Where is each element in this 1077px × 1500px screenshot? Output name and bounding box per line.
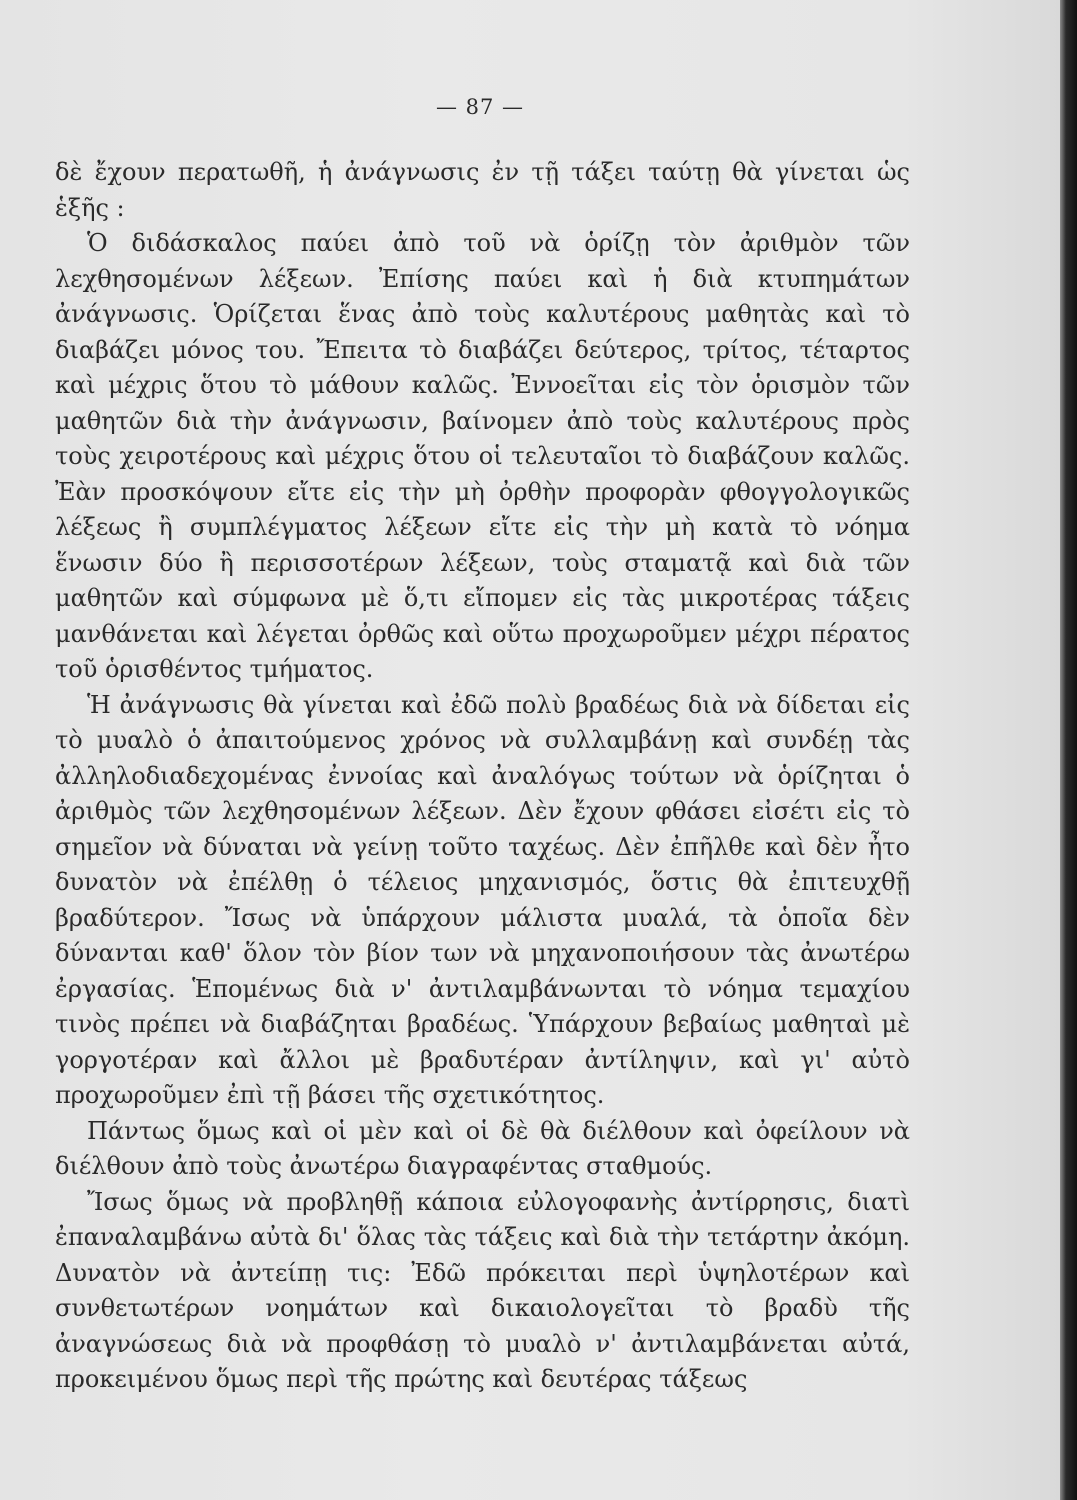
paragraph-continuation: δὲ ἔχουν περατωθῆ, ἡ ἀνάγνωσις ἐν τῇ τάξει ταύτῃ θὰ γίνεται ὡς ἑξῆς :	[55, 158, 910, 222]
paragraph: Ὁ διδάσκαλος παύει ἀπὸ τοῦ νὰ ὁρίζῃ τὸν ἀριθμὸν τῶν λεχθησομένων λέξεων. Ἐπίσης παύει καὶ ἡ διὰ κτυπημάτων ἀνάγνωσις. Ὁρίζεται ἕνας ἀπὸ τοὺς καλυτέρους μαθητὰς καὶ τὸ διαβάζει μόνος του. Ἔπειτα τὸ διαβάζει δεύτερος, τρίτος, τέταρτος καὶ μέχρις ὅτου τὸ μάθουν καλῶς. Ἐννοεῖται εἰς τὸν ὁρισμὸν τῶν μαθητῶν διὰ τὴν ἀνάγνωσιν, βαίνομεν ἀπὸ τοὺς καλυτέρους πρὸς τοὺς χειροτέρους καὶ μέχρις ὅτου οἱ τελευταῖοι τὸ διαβάζουν καλῶς. Ἐὰν προσκόψουν εἴτε εἰς τὴν μὴ ὀρθὴν προφορὰν φθογγολογικῶς λέξεως ἢ συμπλέγματος λέξεων εἴτε εἰς τὴν μὴ κατὰ τὸ νόημα ἕνωσιν δύο ἢ περισσοτέρων λέξεων, τοὺς σταματᾷ καὶ διὰ τῶν μαθητῶν καὶ σύμφωνα μὲ ὅ,τι εἴπομεν εἰς τὰς μικροτέρας τάξεις μανθάνεται καὶ λέγεται ὀρθῶς καὶ οὕτω προχωροῦμεν μέχρι πέρατος τοῦ ὁρισθέντος τμήματος.	[55, 229, 910, 683]
page-number: — 87 —	[435, 95, 525, 119]
paragraph: Πάντως ὅμως καὶ οἱ μὲν καὶ οἱ δὲ θὰ διέλθουν καὶ ὀφείλουν νὰ διέλθουν ἀπὸ τοὺς ἀνωτέρω διαγραφέντας σταθμούς.	[55, 1116, 910, 1180]
paragraph: Ἴσως ὅμως νὰ προβληθῇ κάποια εὐλογοφανὴς ἀντίρρησις, διατὶ ἐπαναλαμβάνω αὐτὰ δι' ὅλας τὰς τάξεις καὶ διὰ τὴν τετάρτην ἀκόμη. Δυνατὸν νὰ ἀντείπῃ τις: Ἐδῶ πρόκειται περὶ ὑψηλοτέρων καὶ συνθετωτέρων νοημάτων καὶ δικαιολογεῖται τὸ βραδὺ τῆς ἀναγνώσεως διὰ νὰ προφθάσῃ τὸ μυαλὸ ν' ἀντιλαμβάνεται αὐτά, προκειμένου ὅμως περὶ τῆς πρώτης καὶ δευτέρας τάξεως	[55, 1187, 910, 1393]
book-spine-edge	[1060, 0, 1077, 1500]
page-body	[55, 155, 910, 1398]
paragraph: Ἡ ἀνάγνωσις θὰ γίνεται καὶ ἐδῶ πολὺ βραδέως διὰ νὰ δίδεται εἰς τὸ μυαλὸ ὁ ἀπαιτούμενος χρόνος νὰ συλλαμβάνῃ καὶ συνδέῃ τὰς ἀλληλοδιαδεχομένας ἐννοίας καὶ ἀναλόγως τούτων νὰ ὁρίζηται ὁ ἀριθμὸς τῶν λεχθησομένων λέξεων. Δὲν ἔχουν φθάσει εἰσέτι εἰς τὸ σημεῖον νὰ δύναται νὰ γείνῃ τοῦτο ταχέως. Δὲν ἐπῆλθε καὶ δὲν ἦτο δυνατὸν νὰ ἐπέλθῃ ὁ τέλειος μηχανισμός, ὅστις θὰ ἐπιτευχθῇ βραδύτερον. Ἴσως νὰ ὑπάρχουν μάλιστα μυαλά, τὰ ὁποῖα δὲν δύνανται καθ' ὅλον τὸν βίον των νὰ μηχανοποιήσουν τὰς ἀνωτέρω ἐργασίας. Ἑπομένως διὰ ν' ἀντιλαμβάνωνται τὸ νόημα τεμαχίου τινὸς πρέπει νὰ διαβάζηται βραδέως. Ὑπάρχουν βεβαίως μαθηταὶ μὲ γοργοτέραν καὶ ἄλλοι μὲ βραδυτέραν ἀντίληψιν, καὶ γι' αὐτὸ προχωροῦμεν ἐπὶ τῇ βάσει τῆς σχετικότητος.	[55, 690, 910, 1109]
